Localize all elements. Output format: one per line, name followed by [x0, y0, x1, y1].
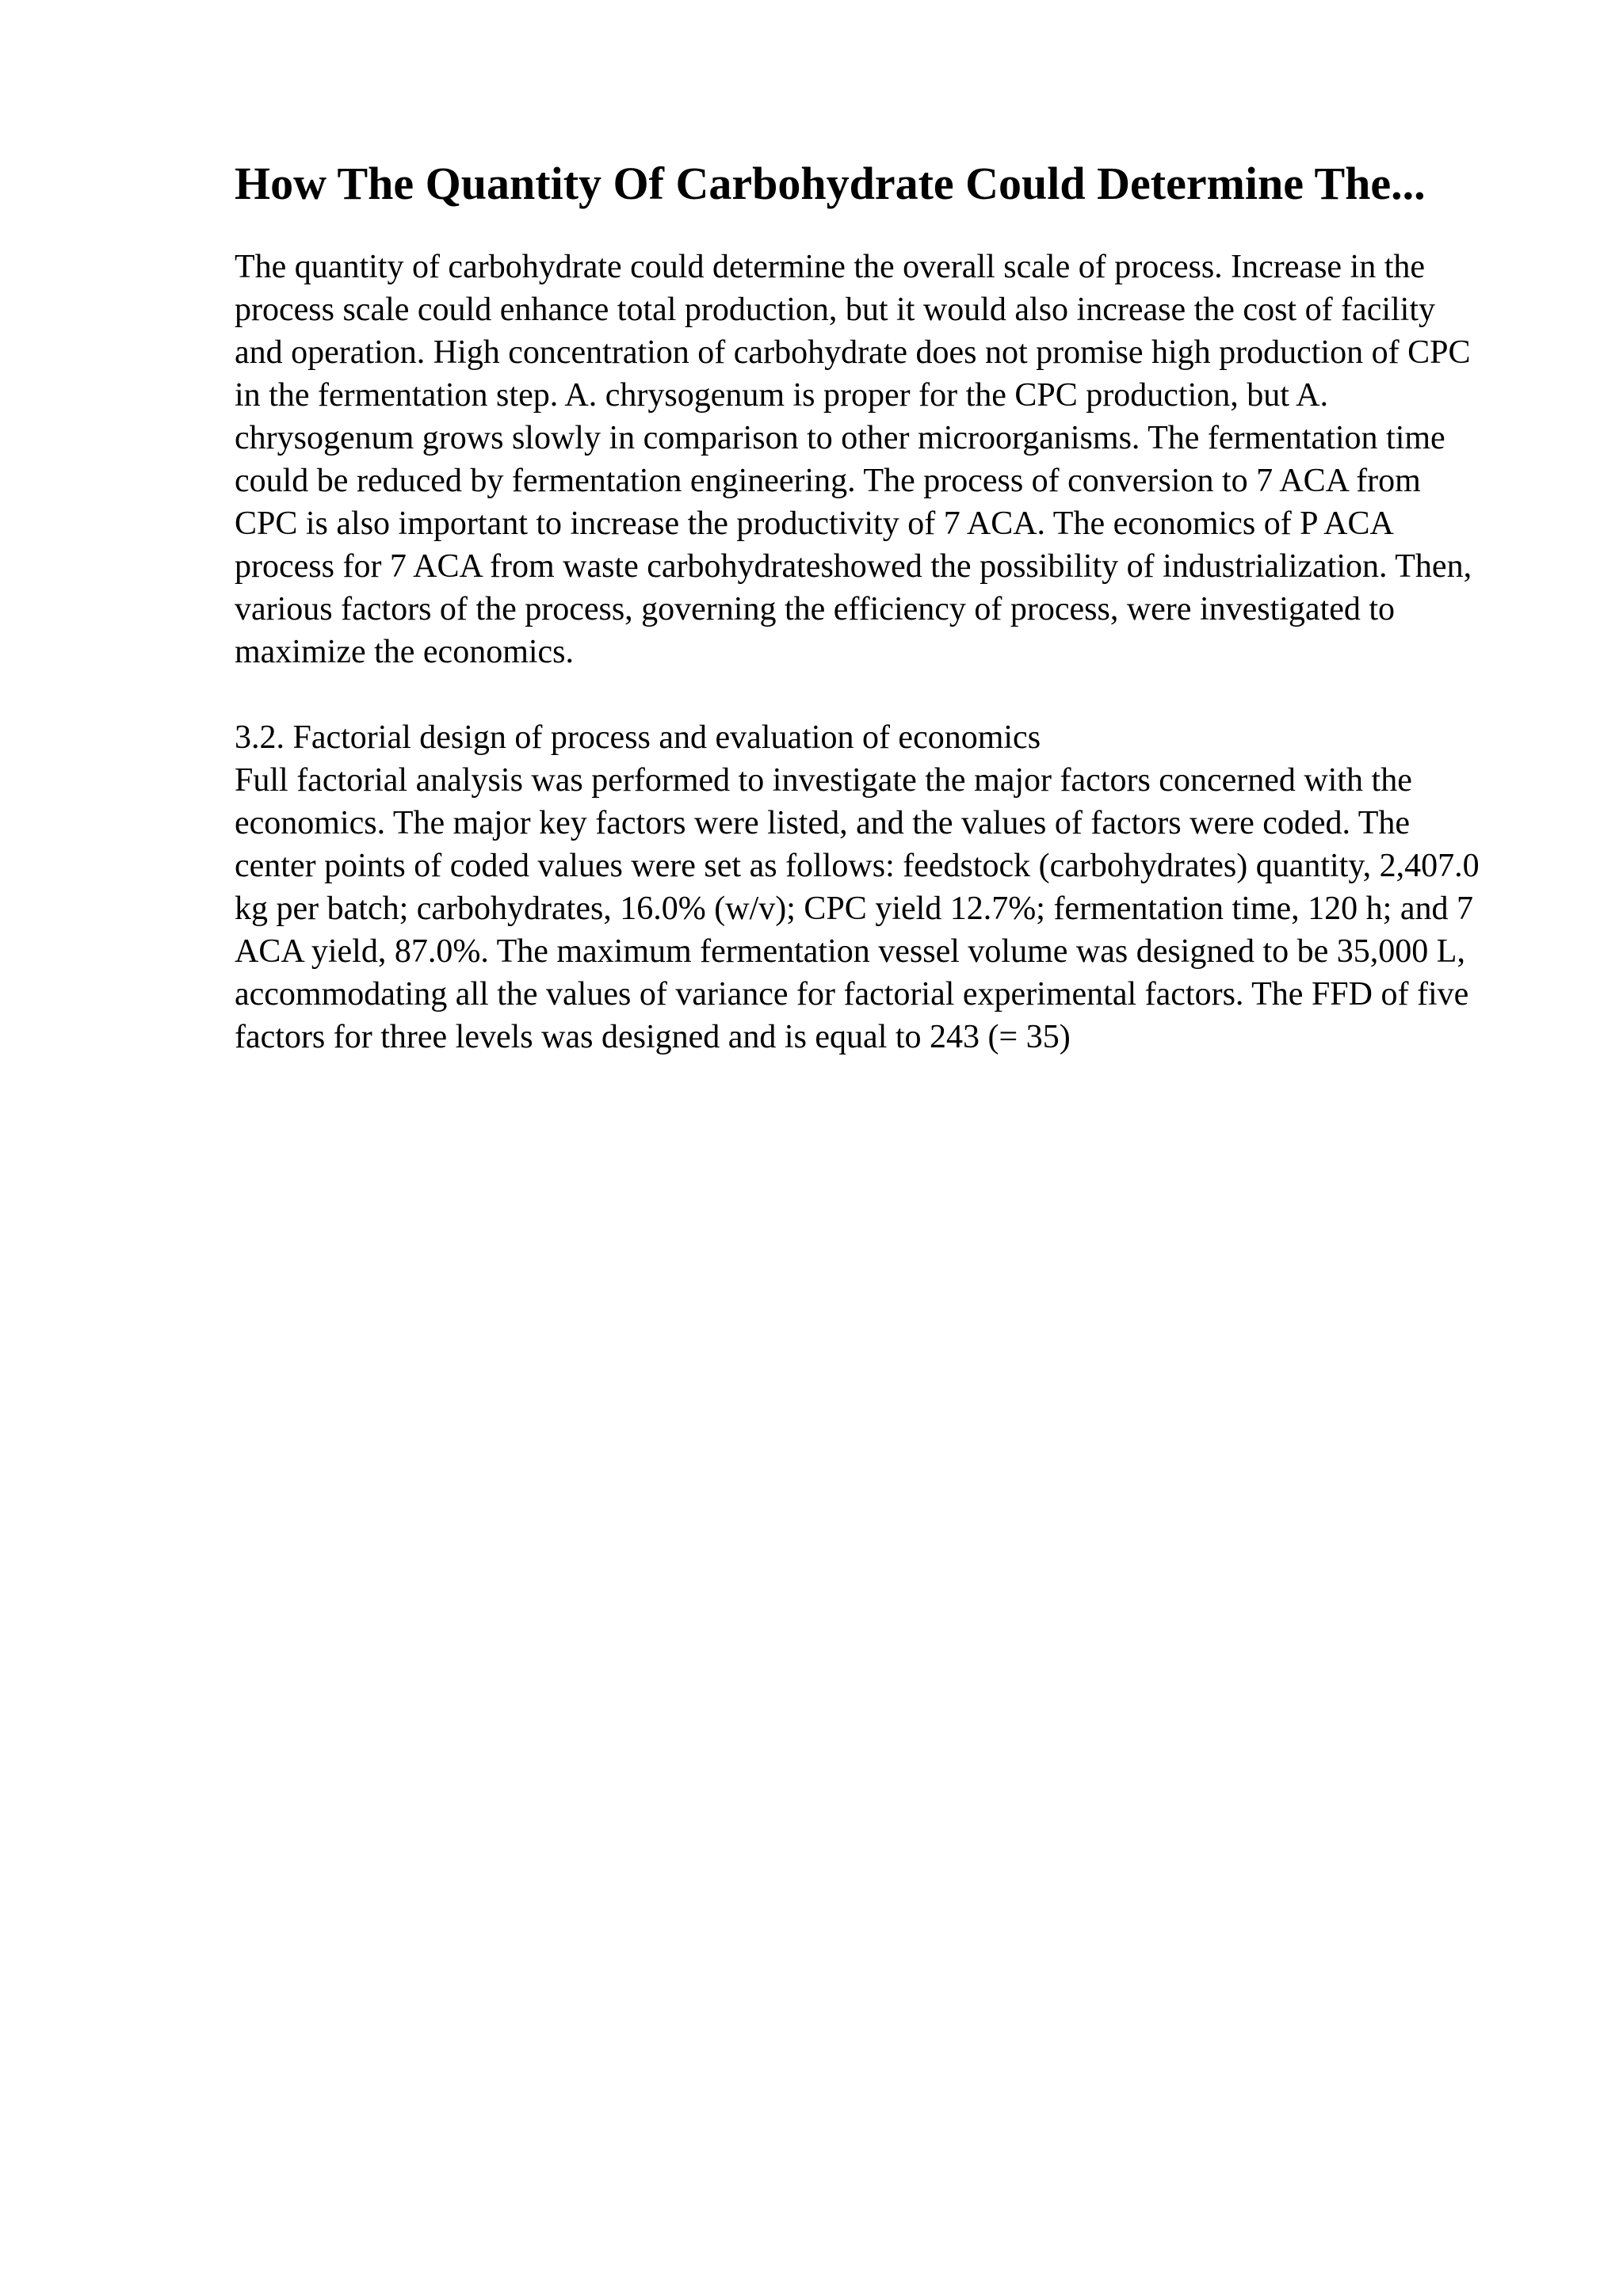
document-title: How The Quantity Of Carbohydrate Could Determine The...: [235, 158, 1426, 209]
section-paragraph: Full factorial analysis was performed to investigate the major factors concerned with the economics. The major key factors were listed, and the values of factors were coded. The center points of coded values were set as follows: feedstock (carbohydrates) quantity, 2,407.0 kg per batch; carbohydrates, 16.0% (w/v); CPC yield 12.7%; fermentation time, 120 h; and 7 ACA yield, 87.0%. The maximum fermentation vessel volume was designed to be 35,000 L, accommodating all the values of variance for factorial experimental factors. The FFD of five factors for three levels was designed and is equal to 243 (= 35): [235, 762, 1480, 1055]
document-body: [235, 246, 1487, 1058]
section-heading: 3.2. Factorial design of process and evaluation of economics: [235, 719, 1041, 756]
intro-paragraph: The quantity of carbohydrate could determine the overall scale of process. Increase in the process scale could enhance total production, but it would also increase the cost of facility and operation. High concentration of carbohydrate does not promise high production of CPC in the fermentation step. A. chrysogenum is proper for the CPC production, but A. chrysogenum grows slowly in comparison to other microorganisms. The fermentation time could be reduced by fermentation engineering. The process of conversion to 7 ACA from CPC is also important to increase the productivity of 7 ACA. The economics of P ACA process for 7 ACA from waste carbohydrateshowed the possibility of industrialization. Then, various factors of the process, governing the efficiency of process, were investigated to maximize the economics.: [235, 249, 1472, 670]
